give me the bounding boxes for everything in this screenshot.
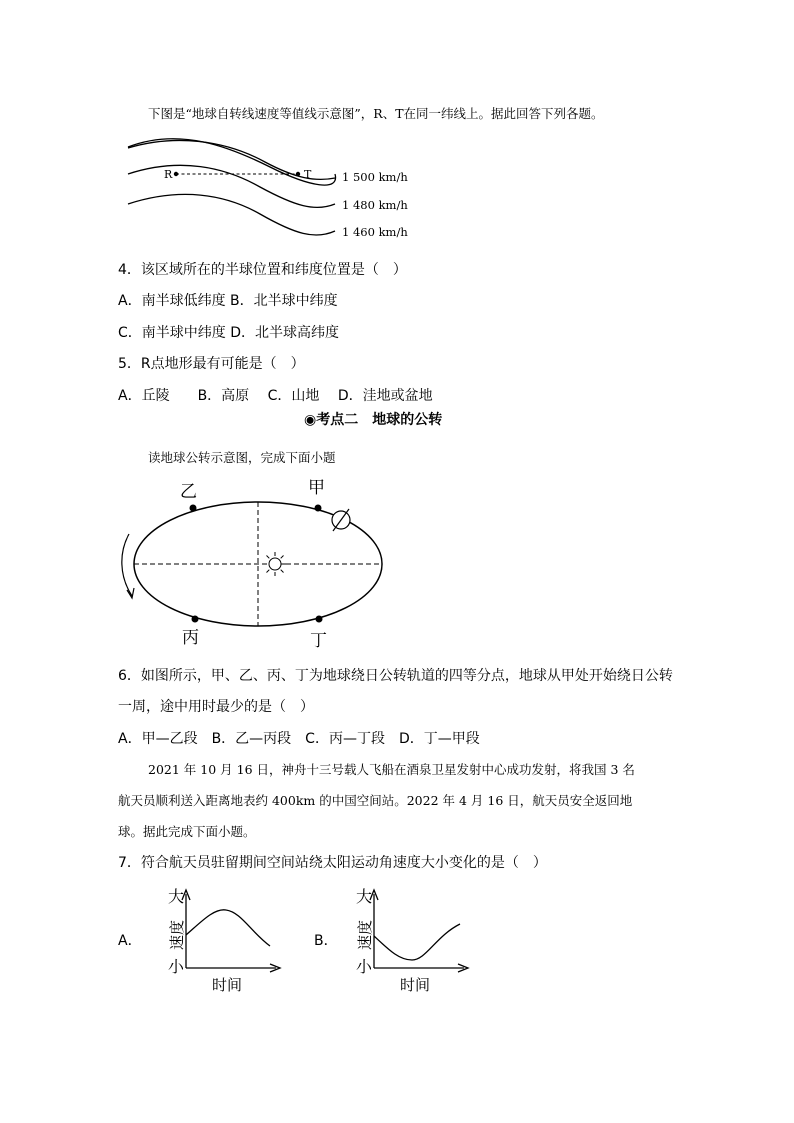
q6-stem-line1: 6．如图所示，甲、乙、丙、丁为地球绕日公转轨道的四等分点，地球从甲处开始绕日公转 — [118, 668, 673, 684]
point-jia-dot — [315, 505, 322, 512]
q7-option-b-label: B． — [314, 933, 338, 949]
point-ding-dot — [316, 616, 323, 623]
q7-intro-line2: 航天员顺利送入距离地表约 400km 的中国空间站。2022 年 4 月 16 日，航天员安全返回地 — [118, 793, 633, 808]
y-bottom-label: 小 — [168, 957, 185, 976]
q6-intro: 读地球公转示意图，完成下面小题 — [148, 450, 336, 465]
point-bing-dot — [192, 616, 199, 623]
label-bing: 丙 — [182, 628, 199, 648]
isoline-figure — [120, 132, 420, 247]
point-yi-dot — [190, 505, 197, 512]
q7-option-a-label: A． — [118, 933, 142, 949]
q6-stem-line2: 一周，途中用时最少的是（ ） — [118, 699, 314, 715]
x-axis-label: 时间 — [400, 976, 431, 994]
q5-stem: 5．R点地形最有可能是（ ） — [118, 356, 305, 372]
q7-intro-line3: 球。据此完成下面小题。 — [118, 824, 256, 839]
q4-options-line2: C．南半球中纬度 D．北半球高纬度 — [118, 325, 340, 341]
label-ding: 丁 — [310, 631, 327, 650]
isoline-label-1480: 1 480 km/h — [342, 198, 408, 212]
q45-intro: 下图是“地球自转线速度等值线示意图”，R、T在同一纬线上。据此回答下列各题。 — [148, 106, 604, 121]
q7-option-b-graph — [344, 880, 474, 995]
y-top-label: 大 — [168, 887, 185, 906]
x-axis-label: 时间 — [212, 976, 243, 994]
y-axis-label: 速度 — [356, 919, 374, 950]
orbit-figure — [115, 472, 405, 650]
point-r-label: R — [164, 168, 173, 181]
q7-stem: 7．符合航天员驻留期间空间站绕太阳运动角速度大小变化的是（ ） — [118, 855, 547, 871]
y-top-label: 大 — [356, 887, 373, 906]
point-t-label: T — [304, 168, 312, 181]
q6-options: A．甲—乙段 B．乙—丙段 C．丙—丁段 D．丁—甲段 — [118, 731, 480, 747]
direction-arrow — [122, 534, 132, 596]
label-yi: 乙 — [180, 482, 197, 502]
q7-intro-line1: 2021 年 10 月 16 日，神舟十三号载人飞船在酒泉卫星发射中心成功发射，将我国 3 名 — [148, 762, 635, 777]
q4-options-line1: A．南半球低纬度 B．北半球中纬度 — [118, 293, 338, 309]
q7-option-a-graph — [156, 880, 286, 995]
curve-a — [186, 910, 270, 946]
sun-icon — [263, 552, 287, 576]
isoline-label-1460: 1 460 km/h — [342, 225, 408, 239]
y-axis-label: 速度 — [168, 919, 186, 950]
earth-icon — [332, 509, 350, 531]
isoline-bottom — [128, 194, 335, 235]
section-heading: ◉考点二 地球的公转 — [304, 412, 443, 428]
q5-options: A．丘陵 B．高原 C．山地 D．洼地或盆地 — [118, 388, 433, 404]
label-jia: 甲 — [308, 478, 325, 498]
isoline-label-1500: 1 500 km/h — [342, 170, 408, 184]
curve-b — [374, 924, 460, 960]
y-bottom-label: 小 — [356, 957, 373, 976]
q4-stem: 4．该区域所在的半球位置和纬度位置是（ ） — [118, 262, 407, 278]
